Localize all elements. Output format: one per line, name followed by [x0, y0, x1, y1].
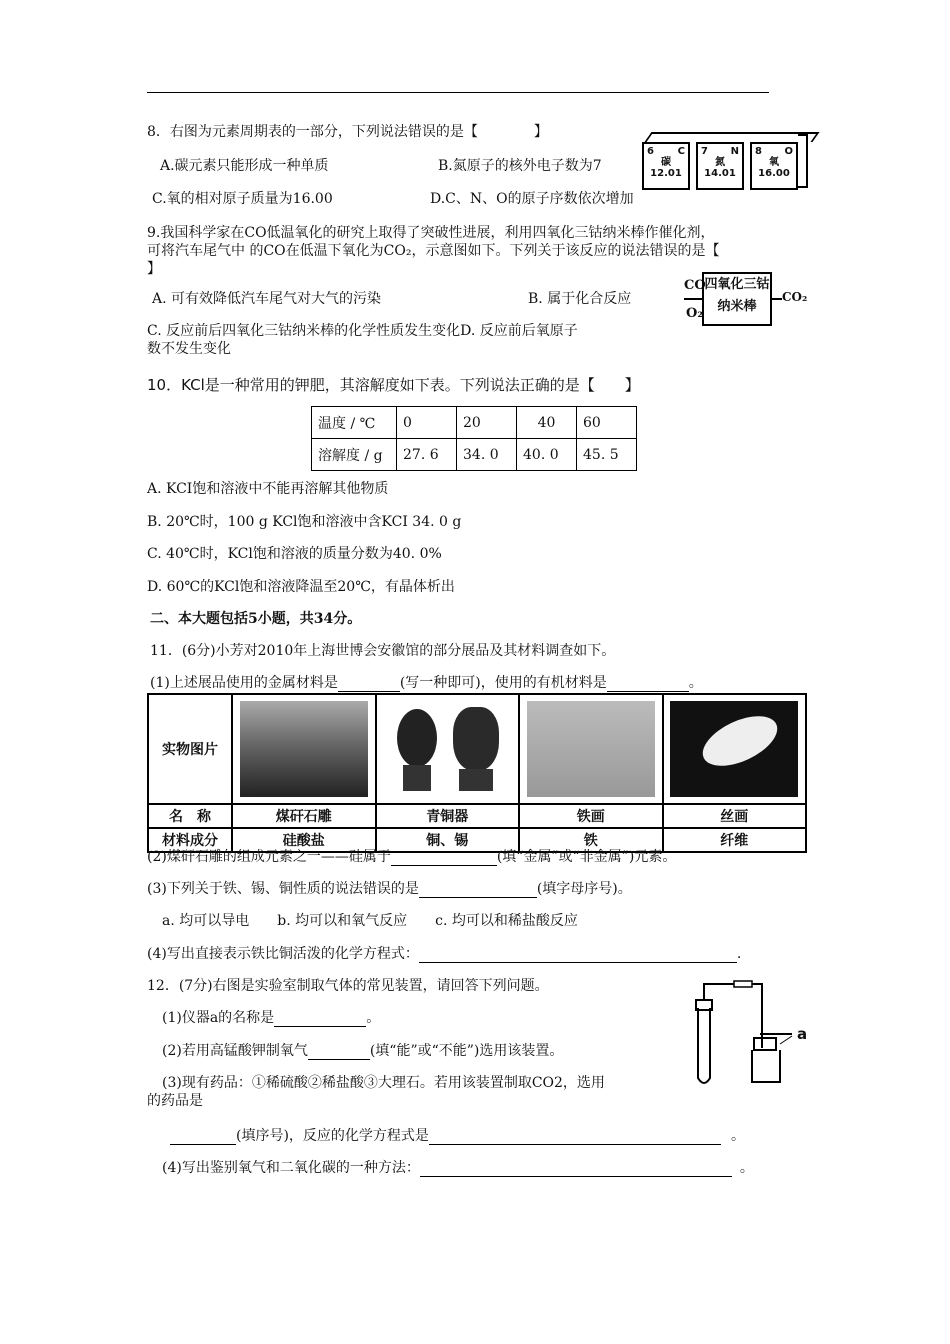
product-co2: CO₂	[782, 290, 808, 304]
answer-blank[interactable]	[338, 691, 400, 692]
exhibit-photo-coal-carving	[232, 694, 376, 804]
answer-blank[interactable]	[607, 691, 689, 692]
q8-option-d: D.C、N、O的原子序数依次增加	[430, 191, 634, 207]
q10-option-d: D. 60℃的KCl饱和溶液降温至20℃，有晶体析出	[147, 579, 455, 595]
gas-apparatus-figure	[688, 978, 812, 1092]
header-rule	[147, 92, 769, 93]
q8-option-b: B.氮原子的核外电子数为7	[438, 158, 602, 174]
apparatus-label-a: a	[797, 1025, 808, 1043]
q12-part3-answer: (填序号)，反应的化学方程式是 。	[170, 1125, 745, 1145]
table-row	[148, 694, 806, 804]
q10-option-a: A. KCI饱和溶液中不能再溶解其他物质	[147, 481, 389, 497]
answer-blank[interactable]	[308, 1059, 370, 1060]
element-cell-carbon: 6 C 碳 12.01	[642, 142, 690, 190]
reactant-co: CO	[684, 278, 706, 293]
catalyst-box: 四氧化三钴 纳米棒	[702, 272, 772, 326]
q8-stem: 8．右图为元素周期表的一部分，下列说法错误的是【 】	[147, 124, 548, 140]
q8-option-a: A.碳元素只能形成一种单质	[160, 158, 329, 174]
q12-part2: (2)若用高锰酸钾制氧气 (填“能”或“不能”)选用该装置。	[162, 1043, 564, 1059]
solubility-table	[311, 406, 637, 471]
table-row: 材料成分 硅酸盐 铜、锡 铁 纤维	[148, 828, 806, 852]
q9-stem-line1: 9.我国科学家在CO低温氧化的研究上取得了突破性进展，利用四氧化三钴纳米棒作催化剂，	[147, 225, 715, 241]
element-cell-nitrogen: 7 N 氮 14.01	[696, 142, 744, 190]
answer-blank[interactable]	[420, 1176, 732, 1177]
answer-blank[interactable]	[170, 1144, 236, 1145]
q11-part1: (1)上述展品使用的金属材料是 (写一种即可)，使用的有机材料是 。	[150, 675, 703, 691]
q8-option-c: C.氧的相对原子质量为16.00	[152, 191, 333, 207]
q9-option-a: A. 可有效降低汽车尾气对大气的污染	[152, 291, 382, 307]
q11-part2: (2)煤矸石雕的组成元素之一——硅属于 (填“金属”或“非金属”)元素。	[147, 849, 677, 865]
answer-blank[interactable]	[419, 897, 537, 898]
exhibit-photo-silk-painting	[663, 694, 807, 804]
exhibit-table	[147, 693, 807, 853]
table-row: 溶解度 / g 27. 6 34. 0 40. 0 45. 5	[312, 439, 637, 471]
answer-blank[interactable]	[419, 962, 737, 963]
q9-stem-line2: 可将汽车尾气中 的CO在低温下氧化为CO₂，示意图如下。下列关于该反应的说法错误的是【	[147, 243, 720, 259]
q10-option-c: C. 40℃时，KCl饱和溶液的质量分数为40. 0%	[147, 546, 442, 562]
q12-part3-cont: 的药品是	[147, 1093, 203, 1109]
answer-blank[interactable]	[274, 1026, 366, 1027]
q9-stem-line3: 】	[147, 261, 161, 277]
q12-part4: (4)写出鉴别氧气和二氧化碳的一种方法： 。	[162, 1160, 754, 1176]
q12-part1: (1)仪器a的名称是 。	[162, 1010, 381, 1026]
q9-option-c-cont: 数不发生变化	[147, 341, 231, 357]
table-row: 名 称 煤矸石雕 青铜器 铁画 丝画	[148, 804, 806, 828]
exhibit-photo-bronze	[376, 694, 520, 804]
answer-blank[interactable]	[391, 865, 497, 866]
photo-row-label: 实物图片	[148, 694, 232, 804]
q9-option-c: C. 反应前后四氧化三钴纳米棒的化学性质发生变化D. 反应前后氧原子	[147, 323, 578, 339]
q12-part3: (3)现有药品：①稀硫酸②稀盐酸③大理石。若用该装置制取CO2，选用	[162, 1075, 605, 1091]
reactant-o2: O₂	[686, 306, 704, 321]
q11-part3: (3)下列关于铁、锡、铜性质的说法错误的是 (填字母序号)。	[147, 881, 632, 897]
section-heading: 二、本大题包括5小题，共34分。	[150, 611, 362, 627]
q11-stem: 11．(6分)小芳对2010年上海世博会安徽馆的部分展品及其材料调查如下。	[150, 643, 616, 659]
q9-option-b: B. 属于化合反应	[528, 291, 632, 307]
q11-part4: (4)写出直接表示铁比铜活泼的化学方程式： .	[147, 946, 742, 962]
exhibit-photo-iron-painting	[519, 694, 663, 804]
table-row: 温度 / ℃ 0 20 40 60	[312, 407, 637, 439]
q11-part3-options: a. 均可以导电 b. 均可以和氧气反应 c. 均可以和稀盐酸反应	[162, 913, 578, 929]
q10-stem: 10．KCl是一种常用的钾肥，其溶解度如下表。下列说法正确的是【 】	[147, 376, 640, 394]
element-cell-oxygen: 8 O 氧 16.00	[750, 142, 798, 190]
q10-option-b: B. 20℃时，100 g KCl饱和溶液中含KCI 34. 0 g	[147, 514, 462, 530]
answer-blank[interactable]	[429, 1144, 721, 1145]
q12-stem: 12．(7分)右图是实验室制取气体的常见装置，请回答下列问题。	[147, 978, 549, 994]
